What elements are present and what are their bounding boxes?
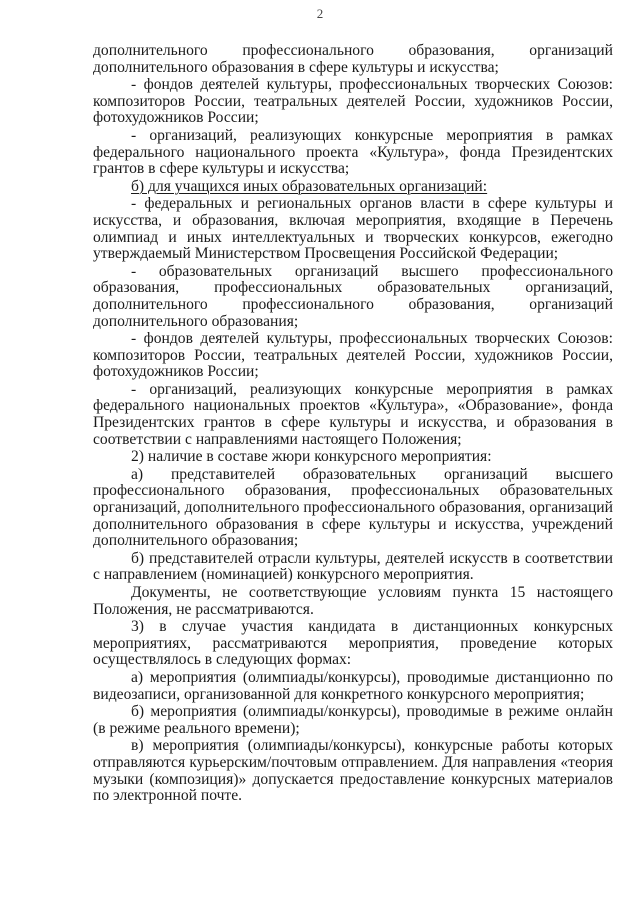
paragraph: а) мероприятия (олимпиады/конкурсы), проводимые дистанционно по видеозаписи, организованной для конкретного конкурсного мероприятия; xyxy=(93,668,613,703)
paragraph: - фондов деятелей культуры, профессиональных творческих Союзов: композиторов России, театральных деятелей России, художников России, фотохудожников России; xyxy=(93,76,613,127)
paragraph: 3) в случае участия кандидата в дистанционных конкурсных мероприятиях, рассматриваются мероприятия, проведение которых осуществлялось в следующих формах: xyxy=(93,618,613,669)
paragraph: в) мероприятия (олимпиады/конкурсы), конкурсные работы которых отправляются курьерским/почтовым отправлением. Для направления «теория музыки (композиция)» допускается предоставление конкурсных материалов по электронной почте. xyxy=(93,737,613,805)
paragraph: - фондов деятелей культуры, профессиональных творческих Союзов: композиторов России, театральных деятелей России, художников России, фотохудожников России; xyxy=(93,330,613,381)
document-body xyxy=(93,43,613,806)
page-number: 2 xyxy=(316,6,324,21)
paragraph: - федеральных и региональных органов власти в сфере культуры и искусства, и образования, включая мероприятия, входящие в Перечень олимпиад и иных интеллектуальных и творческих конкурсов, ежегодно утверждаемый Министерством Просвещения Российской Федерации; xyxy=(93,195,613,263)
paragraph: - организаций, реализующих конкурсные мероприятия в рамках федерального национального проекта «Культура», фонда Президентских грантов в сфере культуры и искусства; xyxy=(93,126,613,178)
underlined-heading: б) для учащихся иных образовательных организаций: xyxy=(131,177,488,195)
paragraph: дополнительного профессионального образования, организаций дополнительного образования в сфере культуры и искусства; xyxy=(93,42,613,76)
paragraph: 2) наличие в составе жюри конкурсного мероприятия: xyxy=(131,448,492,466)
paragraph: б) мероприятия (олимпиады/конкурсы), проводимые в режиме онлайн (в режиме реального времени); xyxy=(93,703,613,737)
paragraph: Документы, не соответствующие условиям пункта 15 настоящего Положения, не рассматриваются. xyxy=(93,584,613,618)
paragraph: - образовательных организаций высшего профессионального образования, профессиональных образовательных организаций, дополнительного профессионального образования, организаций дополнительного образования; xyxy=(93,262,613,330)
paragraph xyxy=(93,179,613,196)
paragraph: б) представителей отрасли культуры, деятелей искусств в соответствии с направлением (номинацией) конкурсного мероприятия. xyxy=(93,549,613,584)
paragraph: а) представителей образовательных организаций высшего профессионального образования, профессиональных образовательных организаций, дополнительного профессионального образования, организаций дополнительного образования в сфере культуры и искусства, учреждений дополнительного образования; xyxy=(93,465,613,550)
paragraph: - организаций, реализующих конкурсные мероприятия в рамках федерального национальных проектов «Культура», «Образование», фонда Президентских грантов в сфере культуры и искусства, и образования в соответствии с направлениями настоящего Положения; xyxy=(93,380,613,448)
